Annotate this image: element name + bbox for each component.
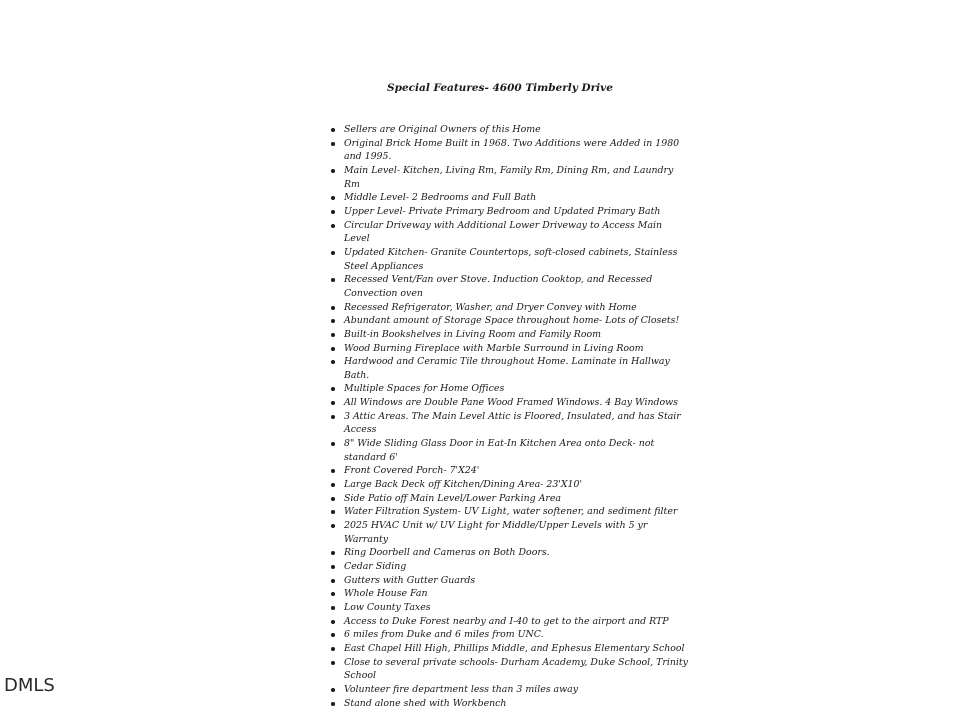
bullet-dot-icon (331, 142, 335, 146)
feature-text: Recessed Vent/Fan over Stove. Induction Cooktop, and Recessed Convection oven (344, 274, 653, 299)
bullet-dot-icon (331, 415, 335, 419)
feature-text: Side Patio off Main Level/Lower Parking Area (344, 492, 562, 504)
feature-list-item (330, 574, 690, 588)
bullet-dot-icon (331, 688, 335, 692)
feature-list-item (330, 546, 690, 560)
bullet-dot-icon (331, 483, 335, 487)
feature-list-item (330, 615, 690, 629)
feature-text: Wood Burning Fireplace with Marble Surround in Living Room (344, 342, 644, 354)
feature-list-item (330, 191, 690, 205)
feature-list-item (330, 314, 690, 328)
feature-list-item (330, 219, 690, 246)
feature-list-item (330, 464, 690, 478)
feature-text: Updated Kitchen- Granite Countertops, soft-closed cabinets, Stainless Steel Appliances (344, 246, 678, 272)
feature-text: Ring Doorbell and Cameras on Both Doors. (344, 547, 550, 559)
feature-text: 6 miles from Duke and 6 miles from UNC. (344, 629, 544, 641)
feature-text: Access to Duke Forest nearby and I-40 to get to the airport and RTP (344, 615, 669, 627)
feature-text: 3 Attic Areas. The Main Level Attic is Floored, Insulated, and has Stair Access (344, 410, 681, 436)
feature-list-item (330, 697, 690, 711)
bullet-dot-icon (331, 387, 335, 391)
feature-text: Multiple Spaces for Home Offices (344, 383, 505, 395)
feature-list-item (330, 478, 690, 492)
bullet-dot-icon (331, 251, 335, 255)
feature-list-item (330, 123, 690, 137)
bullet-dot-icon (331, 661, 335, 665)
feature-text: Volunteer fire department less than 3 miles away (344, 683, 579, 695)
bullet-dot-icon (331, 360, 335, 364)
feature-text: Main Level- Kitchen, Living Rm, Family Rm, Dining Rm, and Laundry Rm (344, 164, 674, 190)
feature-list-item (330, 642, 690, 656)
feature-text: Circular Driveway with Additional Lower Driveway to Access Main Level (344, 219, 662, 245)
feature-list (330, 123, 690, 710)
feature-list-item (330, 205, 690, 219)
bullet-dot-icon (331, 278, 335, 282)
bullet-dot-icon (331, 565, 335, 569)
feature-text: East Chapel Hill High, Phillips Middle, and Ephesus Elementary School (344, 642, 685, 654)
feature-text: Whole House Fan (344, 588, 428, 600)
feature-list-item (330, 164, 690, 191)
bullet-dot-icon (331, 347, 335, 351)
bullet-dot-icon (331, 497, 335, 501)
bullet-dot-icon (331, 442, 335, 446)
feature-list-item (330, 328, 690, 342)
feature-text: Cedar Siding (344, 561, 407, 572)
feature-text: Upper Level- Private Primary Bedroom and Updated Primary Bath (344, 205, 661, 217)
feature-list-item (330, 492, 690, 506)
bullet-dot-icon (331, 333, 335, 337)
feature-list-item (330, 273, 690, 300)
feature-list-item (330, 519, 690, 546)
feature-list-item (330, 601, 690, 615)
bullet-dot-icon (331, 592, 335, 596)
feature-list-item (330, 396, 690, 410)
feature-list-item (330, 137, 690, 164)
bullet-dot-icon (331, 169, 335, 173)
feature-list-item (330, 437, 690, 464)
feature-text: Built-in Bookshelves in Living Room and Family Room (344, 328, 602, 340)
bullet-dot-icon (331, 401, 335, 405)
feature-text: Stand alone shed with Workbench (344, 697, 507, 709)
feature-text: Hardwood and Ceramic Tile throughout Home. Laminate in Hallway Bath. (344, 356, 670, 381)
feature-list-item (330, 410, 690, 437)
feature-list-item (330, 505, 690, 519)
feature-text: 2025 HVAC Unit w/ UV Light for Middle/Upper Levels with 5 yr Warranty (344, 520, 648, 545)
feature-list-item (330, 683, 690, 697)
feature-text: Sellers are Original Owners of this Home (344, 124, 541, 135)
feature-text: Recessed Refrigerator, Washer, and Dryer Convey with Home (344, 301, 637, 313)
bullet-dot-icon (331, 579, 335, 583)
feature-list-item (330, 628, 690, 642)
bullet-dot-icon (331, 306, 335, 310)
feature-text: Water Filtration System- UV Light, water softener, and sediment filter (344, 506, 678, 518)
feature-list-item (330, 560, 690, 574)
feature-text: All Windows are Double Pane Wood Framed Windows. 4 Bay Windows (344, 397, 678, 409)
feature-text: Large Back Deck off Kitchen/Dining Area- 23'X10' (344, 479, 583, 491)
feature-list-item (330, 587, 690, 601)
bullet-dot-icon (331, 510, 335, 514)
document-title: Special Features- 4600 Timberly Drive (387, 82, 613, 94)
bullet-dot-icon (331, 210, 335, 214)
feature-text: Gutters with Gutter Guards (344, 574, 476, 586)
feature-text: 8" Wide Sliding Glass Door in Eat-In Kitchen Area onto Deck- not standard 6' (344, 438, 655, 463)
bullet-dot-icon (331, 469, 335, 473)
bullet-dot-icon (331, 224, 335, 228)
feature-text: Middle Level- 2 Bedrooms and Full Bath (344, 192, 537, 204)
bullet-dot-icon (331, 647, 335, 651)
feature-list-item (330, 656, 690, 683)
bullet-dot-icon (331, 196, 335, 200)
feature-list-item (330, 301, 690, 315)
feature-text: Front Covered Porch- 7'X24' (344, 465, 480, 477)
feature-list-item (330, 342, 690, 356)
bullet-dot-icon (331, 551, 335, 555)
bullet-dot-icon (331, 620, 335, 624)
feature-text: Abundant amount of Storage Space throughout home- Lots of Closets! (344, 315, 680, 327)
feature-list-item (330, 355, 690, 382)
feature-text: Close to several private schools- Durham Academy, Duke School, Trinity School (344, 656, 688, 682)
bullet-dot-icon (331, 606, 335, 610)
bullet-dot-icon (331, 702, 335, 706)
bullet-dot-icon (331, 633, 335, 637)
feature-list-item (330, 246, 690, 273)
bullet-dot-icon (331, 524, 335, 528)
bullet-dot-icon (331, 319, 335, 323)
feature-text: Original Brick Home Built in 1968. Two Additions were Added in 1980 and 1995. (344, 137, 680, 163)
bullet-dot-icon (331, 128, 335, 132)
dmls-watermark: DMLS (4, 675, 55, 696)
feature-list-item (330, 382, 690, 396)
feature-text: Low County Taxes (344, 601, 431, 613)
